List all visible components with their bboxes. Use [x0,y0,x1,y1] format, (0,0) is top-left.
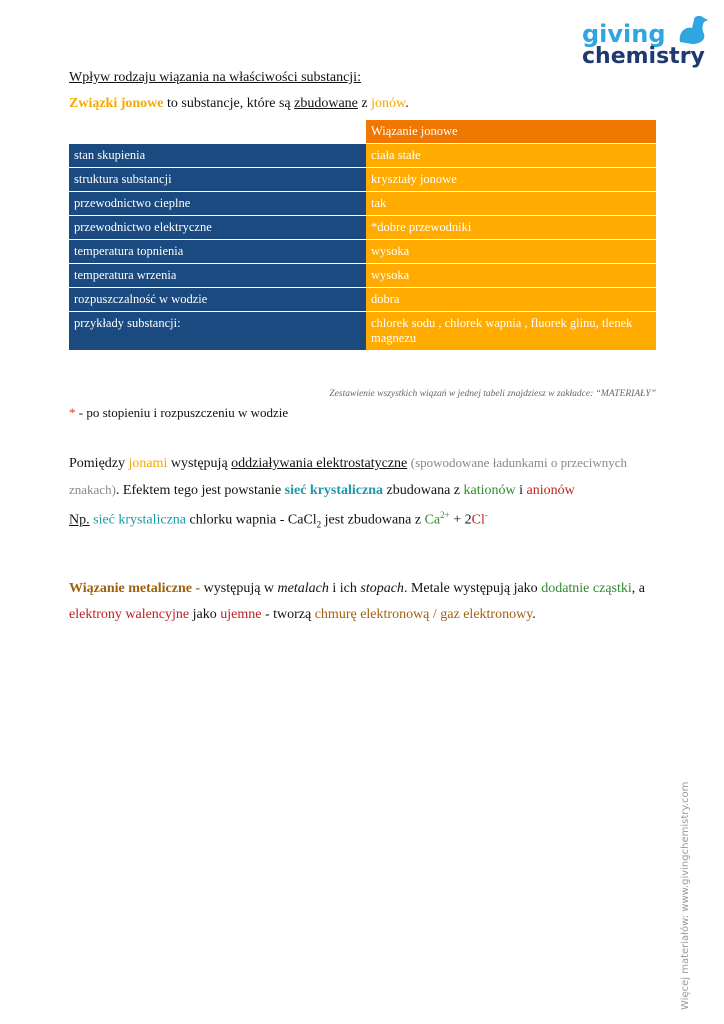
metallic-bond-term: Wiązanie metaliczne - [69,581,201,596]
row-value: kryształy jonowe [366,168,656,192]
brand-logo [582,12,712,72]
page-title: Wpływ rodzaju wiązania na właściwości substancji: [69,70,361,85]
table-caption: Zestawienie wszystkich wiązań w jednej tabeli znajdziesz w zakładce: “MATERIAŁY” [329,389,656,399]
row-value: wysoka [366,240,656,264]
paragraph-example: Np. sieć krystaliczna chlorku wapnia - CaCl$_2$ jest zbudowana z $Ca^{2+} + 2Cl^-$ [69,510,488,530]
table-row [69,168,656,192]
side-website-text: Więcej materiałów: www.givingchemistry.com [680,781,691,1010]
flask-bird-icon [672,12,712,46]
row-label: przewodnictwo cieplne [69,192,366,216]
table-row [69,264,656,288]
table-row [69,240,656,264]
table-row [69,288,656,312]
row-label: przykłady substancji: [69,312,366,351]
intro-line: Związki jonowe to substancje, które są zbudowane z jonów. [69,96,409,111]
row-value: *dobre przewodniki [366,216,656,240]
ionic-compounds-term: Związki jonowe [69,96,164,111]
row-value: dobra [366,288,656,312]
table-row [69,144,656,168]
table-row [69,216,656,240]
table-row [69,312,656,351]
row-value: wysoka [366,264,656,288]
column-header: Wiązanie jonowe [366,120,656,144]
table-row [69,192,656,216]
footnote: * - po stopieniu i rozpuszczeniu w wodzie [69,405,289,420]
row-label: rozpuszczalność w wodzie [69,288,366,312]
logo-line2: chemistry [582,44,705,69]
paragraph-metallic: Wiązanie metaliczne - występują w metalach i ich stopach. Metale występują jako dodatnie cząstki, a elektrony walencyjne jako ujemne - tworzą chmurę elektronową / gaz elektronowy. [69,581,645,622]
table-header-row [69,120,656,144]
footnote-star: * [69,405,76,420]
row-label: struktura substancji [69,168,366,192]
row-label: stan skupienia [69,144,366,168]
row-label: przewodnictwo elektryczne [69,216,366,240]
row-value: chlorek sodu , chlorek wapnia , fluorek glinu, tlenek magnezu [366,312,656,351]
properties-table [69,120,656,351]
row-value: tak [366,192,656,216]
logo-line1: giving [582,20,666,48]
paragraph-electrostatic: Pomiędzy jonami występują oddziaływania elektrostatyczne (spowodowane ładunkami o przeciwnych znakach). Efektem tego jest powstanie sieć krystaliczna zbudowana z kationów i anionów [69,455,627,498]
row-value: ciała stałe [366,144,656,168]
row-label: temperatura wrzenia [69,264,366,288]
row-label: temperatura topnienia [69,240,366,264]
